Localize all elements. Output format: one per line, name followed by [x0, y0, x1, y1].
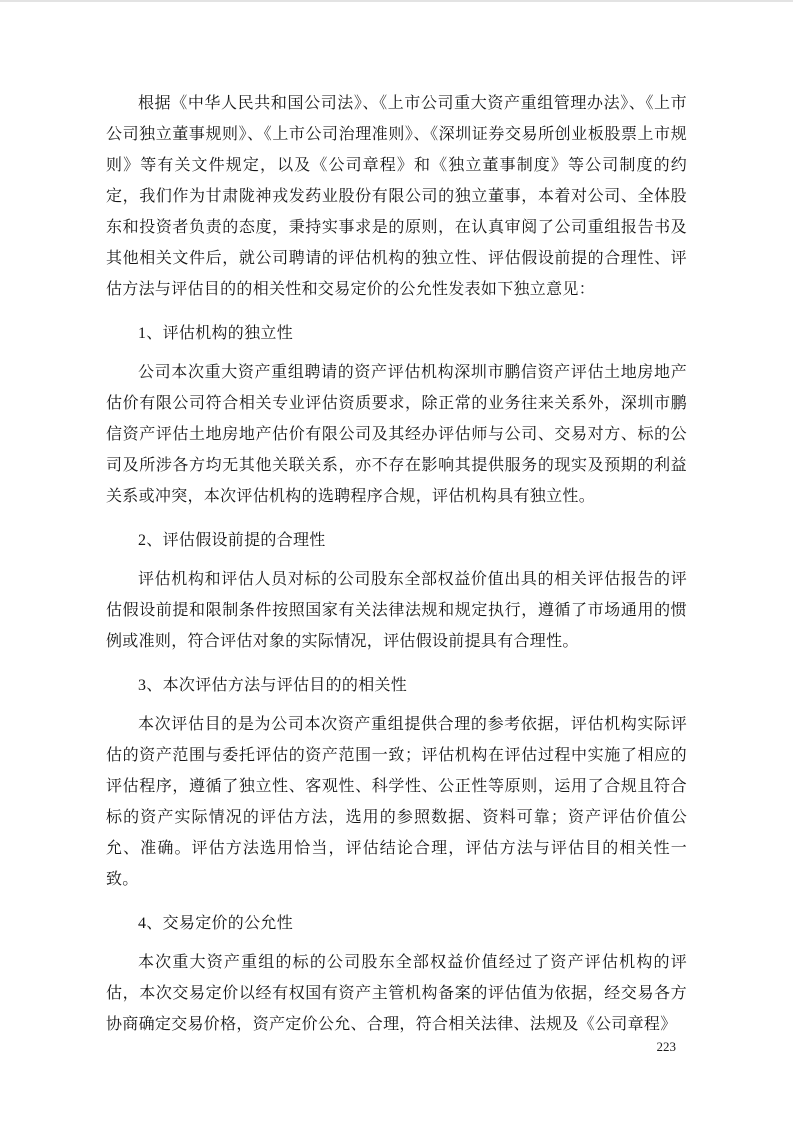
section-2-heading: 2、评估假设前提的合理性	[138, 532, 326, 549]
section-3-heading: 3、本次评估方法与评估目的的相关性	[138, 677, 408, 694]
section-4-body: 本次重大资产重组的标的公司股东全部权益价值经过了资产评估机构的评估，本次交易定价以经有权国有资产主管机构备案的评估值为依据，经交易各方协商确定交易价格，资产定价公允、合理，符合相关法律、法规及《公司章程》	[106, 954, 687, 1033]
intro-paragraph: 根据《中华人民共和国公司法》、《上市公司重大资产重组管理办法》、《上市公司独立董事规则》、《上市公司治理准则》、《深圳证券交易所创业板股票上市规则》等有关文件规定，以及《公司章程》和《独立董事制度》等公司制度的约定，我们作为甘肃陇神戎发药业股份有限公司的独立董事，本着对公司、全体股东和投资者负责的态度，秉持实事求是的原则，在认真审阅了公司重组报告书及其他相关文件后，就公司聘请的评估机构的独立性、评估假设前提的合理性、评估方法与评估目的的相关性和交易定价的公允性发表如下独立意见：	[106, 95, 687, 298]
section-2-body: 评估机构和评估人员对标的公司股东全部权益价值出具的相关评估报告的评估假设前提和限制条件按照国家有关法律法规和规定执行，遵循了市场通用的惯例或准则，符合评估对象的实际情况，评估假设前提具有合理性。	[106, 571, 687, 650]
section-1-body: 公司本次重大资产重组聘请的资产评估机构深圳市鹏信资产评估土地房地产估价有限公司符合相关专业评估资质要求，除正常的业务往来关系外，深圳市鹏信资产评估土地房地产估价有限公司及其经办评估师与公司、交易对方、标的公司及所涉各方均无其他关联关系，亦不存在影响其提供服务的现实及预期的利益关系或冲突，本次评估机构的选聘程序合规，评估机构具有独立性。	[106, 364, 687, 505]
section-4-heading: 4、交易定价的公允性	[138, 915, 294, 932]
section-3-body: 本次评估目的是为公司本次资产重组提供合理的参考依据，评估机构实际评估的资产范围与委托评估的资产范围一致；评估机构在评估过程中实施了相应的评估程序，遵循了独立性、客观性、科学性、公正性等原则，运用了合规且符合标的资产实际情况的评估方法，选用的参照数据、资料可靠；资产评估价值公允、准确。评估方法选用恰当，评估结论合理，评估方法与评估目的相关性一致。	[106, 716, 687, 888]
page-number: 223	[656, 1039, 676, 1054]
document-body	[106, 88, 687, 1040]
section-1-heading: 1、评估机构的独立性	[138, 325, 294, 342]
